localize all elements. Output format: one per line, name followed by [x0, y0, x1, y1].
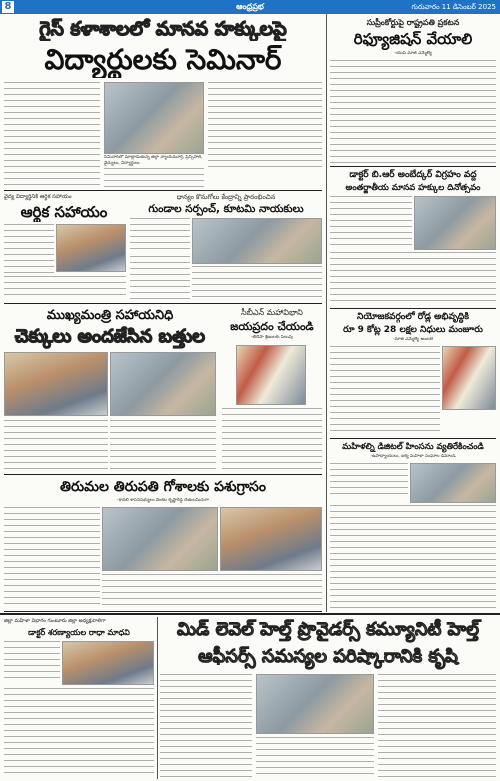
digital-headline: మహిళల్ని డిజిటల్ హింసను వ్యతిరేకించండి: [342, 442, 484, 452]
doctor-body-2: [4, 688, 154, 778]
seminar-body-col1: [4, 82, 100, 158]
doctor-headline: డాక్టర్ శరణ్యాయల రాధా మాధవి: [28, 628, 130, 637]
doctor-body-1: [4, 641, 60, 681]
financial-body-2: [4, 276, 126, 300]
roads-body: [330, 346, 440, 436]
tirumala-photo-2: [220, 507, 322, 571]
financial-headline: ఆర్థిక సహాయం: [20, 203, 108, 221]
ambedkar-photo: [414, 196, 496, 250]
paddy-kicker: ధాన్యం కొనుగోలు కేంద్రాన్ని ప్రారంభించిన: [176, 193, 276, 201]
roads-subhead: -మాజీ ఎమ్మెల్యే అంబటి: [393, 337, 433, 342]
tirumala-photo-1: [102, 507, 218, 571]
mlhp-photo: [256, 674, 374, 734]
roads-headline: రూ 9 కోట్ల 28 లక్షల నిధులు మంజూరు: [343, 325, 483, 335]
ambedkar-body-1: [330, 196, 412, 250]
digital-body-1: [330, 463, 408, 497]
president-subhead: -యుపి మాజీ ఎమ్మెల్యే: [394, 51, 432, 56]
tirumala-subhead: -కావలి శాసనసభ్యులు వెంకట కృష్ణారెడ్డి చేతులమీదుగా: [117, 498, 209, 503]
seminar-headline: విద్యార్థులకు సెమినార్: [44, 43, 282, 76]
paper-name: ఆంధ్రప్రభ: [236, 2, 264, 11]
ambedkar-headline: అంతర్జాతీయ మానవ హక్కుల దినోత్సవం: [345, 183, 481, 193]
column-divider: [157, 617, 158, 779]
tirumala-body-1: [4, 507, 100, 609]
financial-kicker: వైద్య విద్యార్థినికి ఆర్థిక సహాయం: [4, 194, 72, 200]
mlhp-body-2: [256, 737, 374, 778]
roads-photo: [442, 346, 496, 410]
page-number: 8: [2, 1, 14, 13]
seminar-body-col2: [208, 82, 322, 172]
president-headline: రిఫ్యూజిషన్ వేయాలి: [353, 30, 473, 48]
cm-relief-body-2: [110, 420, 216, 472]
ambedkar-body-2: [330, 252, 496, 306]
seminar-kicker: గైస్ కళాశాలలో మానవ హక్కులపై: [39, 18, 287, 40]
date-line: గురువారం 11 డిసెంబర్ 2025: [411, 3, 496, 11]
seminar-caption: సెమినార్‌లో మాట్లాడుతున్న జిల్లా న్యాయమూర్తి, ప్రిన్సిపాల్, వైద్యులు, విద్యార్థులు: [104, 155, 203, 166]
seminar-body-col1b: [4, 160, 100, 188]
election-kicker: సీబీఎన్ మహావిభాని: [241, 308, 303, 317]
digital-body-2: [330, 505, 496, 609]
cm-relief-photo-2: [110, 352, 216, 416]
digital-subhead: -ఉపాధ్యాయులు, ఐక్య మహిళా సంఘాల డిమాండ్: [370, 454, 456, 459]
paddy-body-2: [130, 256, 190, 300]
doctor-kicker: జిల్లా మహిళా విభాగం గుంటూరు జిల్లా అధ్యక్షురాలిగా: [4, 618, 106, 624]
divider: [330, 308, 496, 309]
president-body: [330, 60, 496, 164]
mlhp-headline-2: ఆఫీసర్స్ సమస్యల పరిష్కారానికి కృషి: [198, 646, 458, 667]
cm-relief-kicker: ముఖ్యమంత్రి సహాయనిధి: [46, 308, 174, 323]
cm-relief-headline: చెక్కులు అందజేసిన బత్తుల: [14, 326, 206, 347]
seminar-photo-1: [104, 82, 204, 154]
divider: [4, 611, 322, 612]
mlhp-headline-1: మిడ్ లెవెల్ హెల్త్ ప్రొవైడర్స్ కమ్యూనిటీ హెల్త్: [176, 619, 480, 640]
paddy-body-3: [192, 266, 322, 300]
financial-body-1: [4, 224, 54, 274]
mlhp-body-1: [160, 674, 252, 778]
divider: [330, 166, 496, 167]
paddy-photo: [192, 218, 322, 264]
election-photo: [236, 345, 306, 405]
election-body: [222, 408, 322, 472]
divider: [4, 303, 322, 304]
ambedkar-kicker: డాక్టర్ బి.ఆర్ అంబేద్కర్ విగ్రహం వద్ద: [349, 170, 477, 180]
doctor-photo: [62, 641, 154, 685]
paddy-headline: గుండాల సర్పంచ్, కూటమి నాయకులు: [148, 203, 304, 215]
paddy-body-1: [130, 218, 190, 254]
divider: [0, 613, 500, 615]
election-headline: జయప్రదం చేయండి: [230, 320, 314, 333]
cm-relief-photo-1: [4, 352, 108, 416]
mlhp-body-3: [378, 674, 496, 778]
president-kicker: సుప్రీంకోర్టుపై రాష్ట్రపతి ప్రకటన: [366, 18, 460, 27]
financial-photo: [56, 224, 126, 272]
divider: [4, 190, 322, 191]
tirumala-body-2: [102, 574, 322, 609]
election-subhead: -తెదేపా శ్రేణులకు పిలుపు: [250, 335, 294, 340]
seminar-body-col3: [104, 168, 204, 188]
column-divider: [326, 14, 327, 612]
cm-relief-body-1: [4, 420, 108, 472]
roads-kicker: నియోజకవర్గంలో రోడ్ల అభివృద్ధికి: [357, 312, 469, 322]
digital-photo: [410, 463, 496, 503]
divider: [4, 474, 322, 475]
masthead-bar: [0, 0, 500, 14]
tirumala-headline: తిరుమల తిరుపతి గోశాలకు పశుగ్రాసం: [60, 479, 266, 495]
divider: [330, 438, 496, 439]
